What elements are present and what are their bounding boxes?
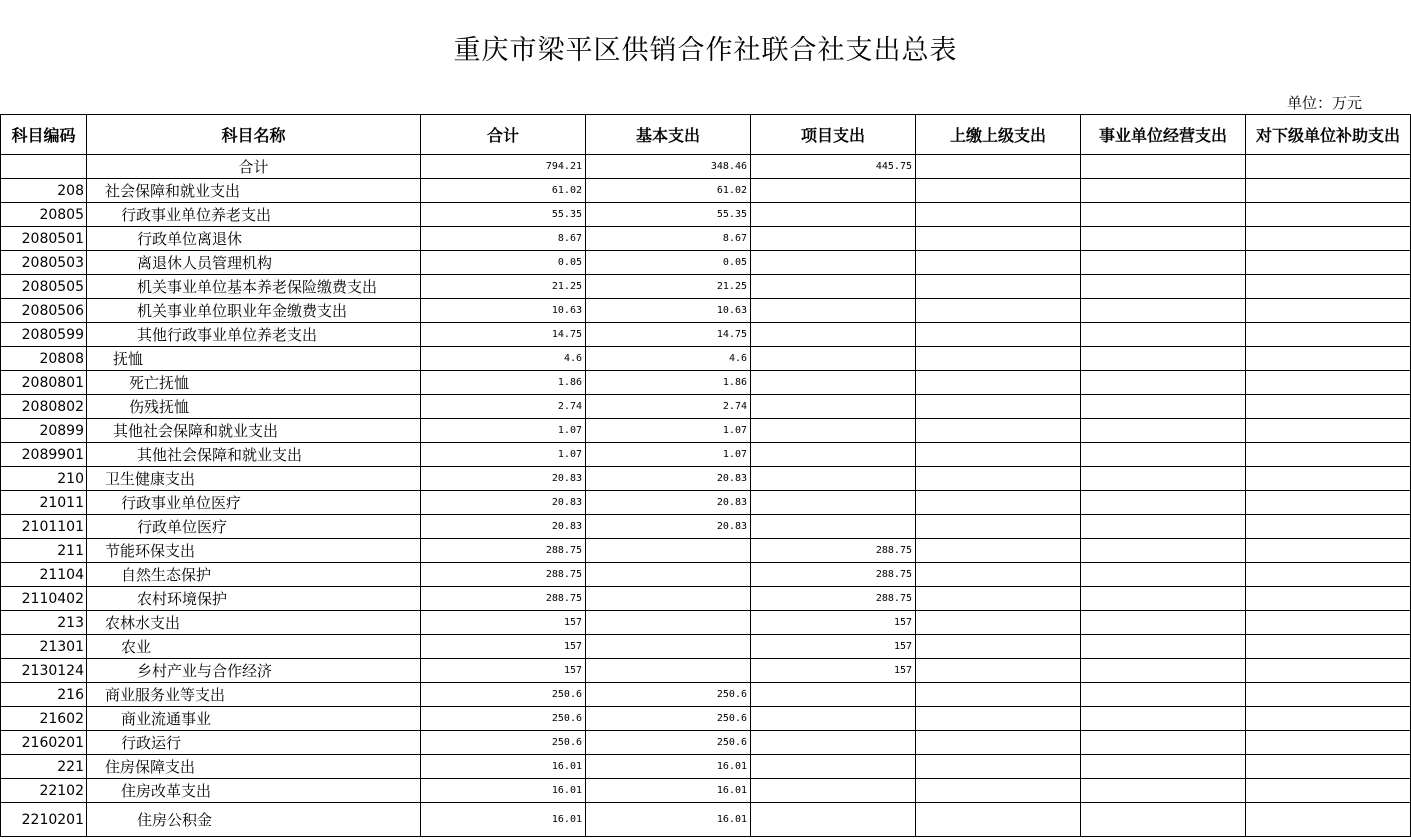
subsidy-cell <box>1246 155 1411 179</box>
table-row <box>1 683 1411 707</box>
header-cell: 基本支出 <box>586 115 751 155</box>
project-cell <box>751 251 916 275</box>
remit-cell <box>916 683 1081 707</box>
code-cell: 22102 <box>1 779 87 803</box>
total-cell: 21.25 <box>421 275 586 299</box>
total-cell: 794.21 <box>421 155 586 179</box>
subsidy-cell <box>1246 227 1411 251</box>
business-cell <box>1081 419 1246 443</box>
subsidy-cell <box>1246 371 1411 395</box>
business-cell <box>1081 707 1246 731</box>
basic-cell: 10.63 <box>586 299 751 323</box>
project-cell: 445.75 <box>751 155 916 179</box>
remit-cell <box>916 347 1081 371</box>
table-row <box>1 251 1411 275</box>
name-cell: 行政运行 <box>87 731 421 755</box>
business-cell <box>1081 491 1246 515</box>
subsidy-cell <box>1246 203 1411 227</box>
table-row <box>1 419 1411 443</box>
total-cell: 16.01 <box>421 779 586 803</box>
code-cell: 208 <box>1 179 87 203</box>
business-cell <box>1081 467 1246 491</box>
code-cell: 210 <box>1 467 87 491</box>
project-cell <box>751 227 916 251</box>
business-cell <box>1081 659 1246 683</box>
total-cell: 157 <box>421 635 586 659</box>
business-cell <box>1081 611 1246 635</box>
code-cell: 2080506 <box>1 299 87 323</box>
business-cell <box>1081 179 1246 203</box>
header-cell: 科目名称 <box>87 115 421 155</box>
total-cell: 16.01 <box>421 803 586 837</box>
project-cell <box>751 443 916 467</box>
business-cell <box>1081 539 1246 563</box>
remit-cell <box>916 659 1081 683</box>
table-row <box>1 779 1411 803</box>
name-cell: 伤残抚恤 <box>87 395 421 419</box>
remit-cell <box>916 803 1081 837</box>
business-cell <box>1081 275 1246 299</box>
code-cell: 20805 <box>1 203 87 227</box>
total-cell: 157 <box>421 659 586 683</box>
remit-cell <box>916 419 1081 443</box>
project-cell: 157 <box>751 635 916 659</box>
table-title: 重庆市梁平区供销合作社联合社支出总表 <box>453 35 958 66</box>
total-cell: 288.75 <box>421 539 586 563</box>
name-cell: 商业流通事业 <box>87 707 421 731</box>
business-cell <box>1081 515 1246 539</box>
name-cell: 死亡抚恤 <box>87 371 421 395</box>
code-cell: 20899 <box>1 419 87 443</box>
project-cell: 157 <box>751 659 916 683</box>
name-cell: 其他社会保障和就业支出 <box>87 443 421 467</box>
table-row <box>1 275 1411 299</box>
basic-cell: 8.67 <box>586 227 751 251</box>
code-cell: 213 <box>1 611 87 635</box>
business-cell <box>1081 731 1246 755</box>
basic-cell: 20.83 <box>586 467 751 491</box>
name-cell: 行政单位医疗 <box>87 515 421 539</box>
total-cell: 288.75 <box>421 587 586 611</box>
remit-cell <box>916 755 1081 779</box>
total-cell: 55.35 <box>421 203 586 227</box>
project-cell <box>751 275 916 299</box>
project-cell <box>751 395 916 419</box>
total-cell: 4.6 <box>421 347 586 371</box>
code-cell: 21602 <box>1 707 87 731</box>
project-cell <box>751 731 916 755</box>
table-row <box>1 707 1411 731</box>
project-cell <box>751 803 916 837</box>
project-cell <box>751 707 916 731</box>
basic-cell: 55.35 <box>586 203 751 227</box>
business-cell <box>1081 443 1246 467</box>
business-cell <box>1081 251 1246 275</box>
table-row <box>1 371 1411 395</box>
code-cell: 2080599 <box>1 323 87 347</box>
business-cell <box>1081 635 1246 659</box>
basic-cell <box>586 539 751 563</box>
code-cell: 21011 <box>1 491 87 515</box>
name-cell: 合计 <box>87 155 421 179</box>
subsidy-cell <box>1246 251 1411 275</box>
business-cell <box>1081 755 1246 779</box>
project-cell <box>751 323 916 347</box>
code-cell: 211 <box>1 539 87 563</box>
unit-label: 单位：万元 <box>1287 94 1363 112</box>
code-cell: 20808 <box>1 347 87 371</box>
subsidy-cell <box>1246 683 1411 707</box>
business-cell <box>1081 683 1246 707</box>
total-cell: 10.63 <box>421 299 586 323</box>
project-cell <box>751 203 916 227</box>
table-row <box>1 755 1411 779</box>
remit-cell <box>916 707 1081 731</box>
name-cell: 社会保障和就业支出 <box>87 179 421 203</box>
subsidy-cell <box>1246 467 1411 491</box>
business-cell <box>1081 155 1246 179</box>
subsidy-cell <box>1246 707 1411 731</box>
name-cell: 卫生健康支出 <box>87 467 421 491</box>
name-cell: 农业 <box>87 635 421 659</box>
remit-cell <box>916 779 1081 803</box>
name-cell: 农林水支出 <box>87 611 421 635</box>
header-cell: 科目编码 <box>1 115 87 155</box>
basic-cell <box>586 563 751 587</box>
code-cell: 2110402 <box>1 587 87 611</box>
table-row <box>1 395 1411 419</box>
remit-cell <box>916 227 1081 251</box>
project-cell <box>751 515 916 539</box>
table-row <box>1 299 1411 323</box>
total-cell: 8.67 <box>421 227 586 251</box>
code-cell: 2089901 <box>1 443 87 467</box>
project-cell: 157 <box>751 611 916 635</box>
basic-cell: 20.83 <box>586 491 751 515</box>
remit-cell <box>916 299 1081 323</box>
remit-cell <box>916 587 1081 611</box>
table-row <box>1 611 1411 635</box>
subsidy-cell <box>1246 275 1411 299</box>
total-cell: 1.86 <box>421 371 586 395</box>
remit-cell <box>916 371 1081 395</box>
basic-cell <box>586 587 751 611</box>
subsidy-cell <box>1246 659 1411 683</box>
basic-cell: 1.07 <box>586 443 751 467</box>
basic-cell: 4.6 <box>586 347 751 371</box>
name-cell: 节能环保支出 <box>87 539 421 563</box>
total-cell: 250.6 <box>421 683 586 707</box>
header-cell: 事业单位经营支出 <box>1081 115 1246 155</box>
project-cell: 288.75 <box>751 587 916 611</box>
code-cell: 2210201 <box>1 803 87 837</box>
basic-cell: 16.01 <box>586 755 751 779</box>
remit-cell <box>916 203 1081 227</box>
basic-cell: 348.46 <box>586 155 751 179</box>
project-cell <box>751 467 916 491</box>
name-cell: 行政单位离退休 <box>87 227 421 251</box>
total-cell: 288.75 <box>421 563 586 587</box>
business-cell <box>1081 371 1246 395</box>
code-cell: 216 <box>1 683 87 707</box>
code-cell: 2101101 <box>1 515 87 539</box>
subsidy-cell <box>1246 395 1411 419</box>
total-cell: 1.07 <box>421 419 586 443</box>
basic-cell: 20.83 <box>586 515 751 539</box>
table-row <box>1 515 1411 539</box>
basic-cell: 61.02 <box>586 179 751 203</box>
total-cell: 157 <box>421 611 586 635</box>
project-cell <box>751 419 916 443</box>
business-cell <box>1081 203 1246 227</box>
remit-cell <box>916 611 1081 635</box>
name-cell: 其他社会保障和就业支出 <box>87 419 421 443</box>
header-cell: 对下级单位补助支出 <box>1246 115 1411 155</box>
table-row <box>1 227 1411 251</box>
total-cell: 14.75 <box>421 323 586 347</box>
project-cell <box>751 491 916 515</box>
remit-cell <box>916 635 1081 659</box>
table-row <box>1 731 1411 755</box>
business-cell <box>1081 779 1246 803</box>
subsidy-cell <box>1246 491 1411 515</box>
business-cell <box>1081 227 1246 251</box>
remit-cell <box>916 563 1081 587</box>
project-cell <box>751 755 916 779</box>
basic-cell: 14.75 <box>586 323 751 347</box>
code-cell: 2160201 <box>1 731 87 755</box>
subsidy-cell <box>1246 731 1411 755</box>
basic-cell: 250.6 <box>586 731 751 755</box>
project-cell <box>751 371 916 395</box>
code-cell: 21104 <box>1 563 87 587</box>
remit-cell <box>916 275 1081 299</box>
subsidy-cell <box>1246 779 1411 803</box>
header-cell: 上缴上级支出 <box>916 115 1081 155</box>
name-cell: 离退休人员管理机构 <box>87 251 421 275</box>
remit-cell <box>916 251 1081 275</box>
basic-cell: 1.86 <box>586 371 751 395</box>
subsidy-cell <box>1246 347 1411 371</box>
project-cell <box>751 779 916 803</box>
business-cell <box>1081 299 1246 323</box>
code-cell: 2080503 <box>1 251 87 275</box>
name-cell: 自然生态保护 <box>87 563 421 587</box>
remit-cell <box>916 539 1081 563</box>
table-row <box>1 803 1411 837</box>
name-cell: 住房保障支出 <box>87 755 421 779</box>
business-cell <box>1081 347 1246 371</box>
table-row <box>1 659 1411 683</box>
project-cell <box>751 299 916 323</box>
subsidy-cell <box>1246 635 1411 659</box>
remit-cell <box>916 179 1081 203</box>
code-cell: 21301 <box>1 635 87 659</box>
name-cell: 抚恤 <box>87 347 421 371</box>
business-cell <box>1081 323 1246 347</box>
expenditure-table <box>0 114 1411 837</box>
name-cell: 住房改革支出 <box>87 779 421 803</box>
table-row <box>1 635 1411 659</box>
name-cell: 其他行政事业单位养老支出 <box>87 323 421 347</box>
table-row <box>1 467 1411 491</box>
remit-cell <box>916 323 1081 347</box>
project-cell <box>751 683 916 707</box>
code-cell: 2080505 <box>1 275 87 299</box>
business-cell <box>1081 563 1246 587</box>
subsidy-cell <box>1246 611 1411 635</box>
table-row <box>1 587 1411 611</box>
total-cell: 20.83 <box>421 467 586 491</box>
basic-cell: 250.6 <box>586 707 751 731</box>
subsidy-cell <box>1246 803 1411 837</box>
total-cell: 20.83 <box>421 515 586 539</box>
basic-cell: 21.25 <box>586 275 751 299</box>
table-row <box>1 443 1411 467</box>
total-cell: 20.83 <box>421 491 586 515</box>
total-cell: 0.05 <box>421 251 586 275</box>
table-row <box>1 539 1411 563</box>
remit-cell <box>916 395 1081 419</box>
code-cell: 2080501 <box>1 227 87 251</box>
remit-cell <box>916 443 1081 467</box>
code-cell: 2130124 <box>1 659 87 683</box>
project-cell <box>751 179 916 203</box>
total-cell: 250.6 <box>421 707 586 731</box>
table-row <box>1 323 1411 347</box>
basic-cell: 16.01 <box>586 779 751 803</box>
basic-cell <box>586 611 751 635</box>
remit-cell <box>916 491 1081 515</box>
total-cell: 2.74 <box>421 395 586 419</box>
subsidy-cell <box>1246 755 1411 779</box>
subsidy-cell <box>1246 443 1411 467</box>
code-cell: 2080801 <box>1 371 87 395</box>
table-row <box>1 347 1411 371</box>
total-cell: 250.6 <box>421 731 586 755</box>
table-row <box>1 179 1411 203</box>
name-cell: 行政事业单位养老支出 <box>87 203 421 227</box>
header-cell: 项目支出 <box>751 115 916 155</box>
table-row <box>1 491 1411 515</box>
subsidy-cell <box>1246 323 1411 347</box>
business-cell <box>1081 803 1246 837</box>
remit-cell <box>916 515 1081 539</box>
code-cell <box>1 155 87 179</box>
project-cell: 288.75 <box>751 563 916 587</box>
basic-cell: 2.74 <box>586 395 751 419</box>
subsidy-cell <box>1246 299 1411 323</box>
subsidy-cell <box>1246 179 1411 203</box>
subsidy-cell <box>1246 515 1411 539</box>
total-cell: 16.01 <box>421 755 586 779</box>
header-cell: 合计 <box>421 115 586 155</box>
code-cell: 221 <box>1 755 87 779</box>
project-cell: 288.75 <box>751 539 916 563</box>
basic-cell <box>586 659 751 683</box>
project-cell <box>751 347 916 371</box>
table-row <box>1 203 1411 227</box>
name-cell: 农村环境保护 <box>87 587 421 611</box>
remit-cell <box>916 155 1081 179</box>
subsidy-cell <box>1246 587 1411 611</box>
subsidy-cell <box>1246 563 1411 587</box>
name-cell: 住房公积金 <box>87 803 421 837</box>
code-cell: 2080802 <box>1 395 87 419</box>
name-cell: 乡村产业与合作经济 <box>87 659 421 683</box>
subsidy-cell <box>1246 419 1411 443</box>
basic-cell <box>586 635 751 659</box>
name-cell: 机关事业单位基本养老保险缴费支出 <box>87 275 421 299</box>
total-row <box>1 155 1411 179</box>
business-cell <box>1081 587 1246 611</box>
total-cell: 61.02 <box>421 179 586 203</box>
total-cell: 1.07 <box>421 443 586 467</box>
name-cell: 行政事业单位医疗 <box>87 491 421 515</box>
basic-cell: 0.05 <box>586 251 751 275</box>
name-cell: 商业服务业等支出 <box>87 683 421 707</box>
basic-cell: 1.07 <box>586 419 751 443</box>
header-row <box>1 115 1411 155</box>
remit-cell <box>916 467 1081 491</box>
business-cell <box>1081 395 1246 419</box>
subsidy-cell <box>1246 539 1411 563</box>
basic-cell: 250.6 <box>586 683 751 707</box>
name-cell: 机关事业单位职业年金缴费支出 <box>87 299 421 323</box>
remit-cell <box>916 731 1081 755</box>
table-row <box>1 563 1411 587</box>
basic-cell: 16.01 <box>586 803 751 837</box>
